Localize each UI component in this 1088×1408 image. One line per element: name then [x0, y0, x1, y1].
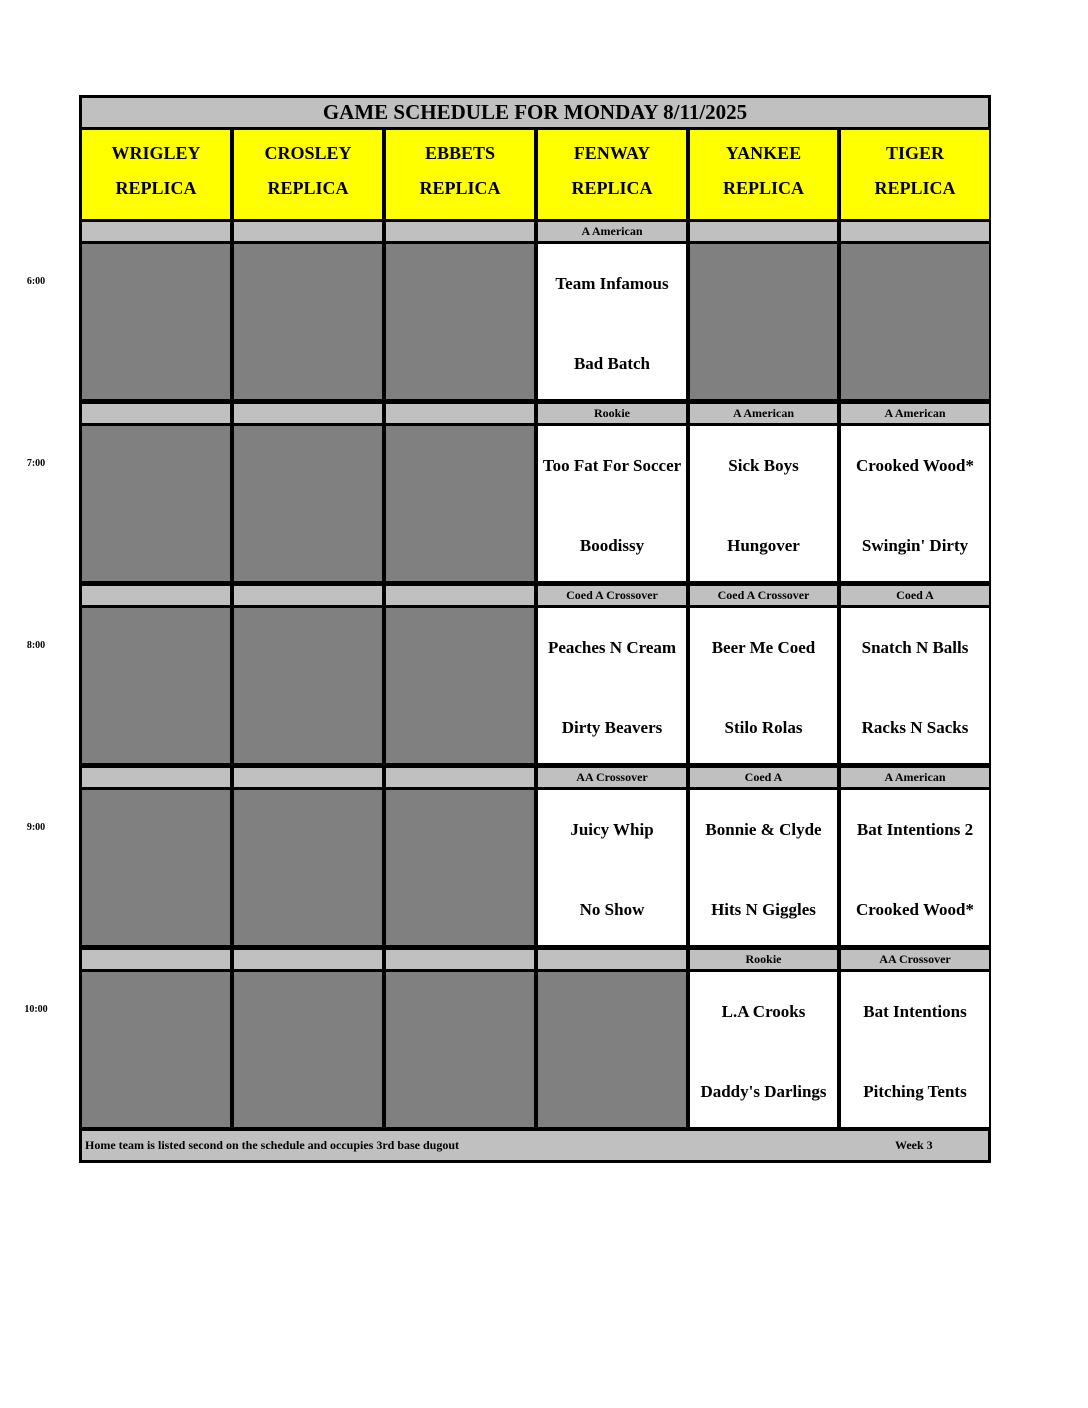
time-label: 7:00	[26, 458, 46, 469]
field-subtitle: REPLICA	[722, 178, 804, 198]
empty-slot	[538, 972, 686, 1127]
field-subtitle: REPLICA	[115, 178, 197, 198]
field-header-ebbets	[386, 130, 534, 219]
field-subtitle: REPLICA	[571, 178, 653, 198]
empty-slot	[234, 244, 382, 399]
field-header-fenway	[538, 130, 686, 219]
division-label: Rookie	[690, 950, 837, 969]
away-team: Bat Intentions 2	[856, 820, 974, 839]
home-team: Boodissy	[579, 536, 645, 555]
division-label: A American	[841, 404, 989, 423]
division-label: Coed A Crossover	[690, 586, 837, 605]
division-label	[82, 768, 230, 787]
field-header-tiger	[841, 130, 989, 219]
field-subtitle: REPLICA	[874, 178, 956, 198]
division-label	[82, 586, 230, 605]
schedule-table	[79, 95, 991, 1163]
empty-slot	[690, 244, 837, 399]
empty-slot	[82, 972, 230, 1127]
game-cell	[538, 244, 686, 399]
home-team: Daddy's Darlings	[700, 1082, 827, 1101]
division-label	[234, 222, 382, 241]
home-team: Hungover	[727, 536, 800, 555]
field-name: CROSLEY	[264, 143, 352, 163]
game-cell	[841, 972, 989, 1127]
empty-slot	[386, 972, 534, 1127]
home-team: Dirty Beavers	[561, 718, 663, 737]
division-label: Coed A Crossover	[538, 586, 686, 605]
field-name: EBBETS	[424, 143, 496, 163]
division-label: Rookie	[538, 404, 686, 423]
game-cell	[841, 426, 989, 581]
empty-slot	[234, 790, 382, 945]
empty-slot	[234, 426, 382, 581]
division-label: A American	[538, 222, 686, 241]
home-team: Stilo Rolas	[724, 718, 803, 737]
away-team: Bat Intentions	[863, 1002, 967, 1021]
away-team: Peaches N Cream	[547, 638, 677, 657]
division-label	[82, 404, 230, 423]
division-label	[386, 768, 534, 787]
field-header-yankee	[690, 130, 837, 219]
game-cell	[538, 608, 686, 763]
division-label: AA Crossover	[841, 950, 989, 969]
field-name: YANKEE	[725, 143, 802, 163]
division-label: A American	[690, 404, 837, 423]
empty-slot	[386, 244, 534, 399]
empty-slot	[82, 426, 230, 581]
division-label	[386, 586, 534, 605]
away-team: Too Fat For Soccer	[542, 456, 682, 475]
division-label	[82, 950, 230, 969]
empty-slot	[386, 790, 534, 945]
away-team: Beer Me Coed	[711, 638, 816, 657]
division-label	[234, 768, 382, 787]
game-cell	[841, 790, 989, 945]
division-label	[234, 404, 382, 423]
time-label: 10:00	[24, 1004, 48, 1015]
field-name: WRIGLEY	[111, 143, 201, 163]
away-team: Crooked Wood*	[856, 456, 974, 475]
empty-slot	[841, 244, 989, 399]
home-team: Crooked Wood*	[856, 900, 974, 919]
division-label	[386, 222, 534, 241]
division-label: Coed A	[690, 768, 837, 787]
game-cell	[538, 790, 686, 945]
division-label: Coed A	[841, 586, 989, 605]
empty-slot	[82, 244, 230, 399]
empty-slot	[386, 608, 534, 763]
game-cell	[690, 972, 837, 1127]
away-team: Sick Boys	[728, 456, 799, 475]
away-team: Snatch N Balls	[861, 638, 969, 657]
away-team: Team Infamous	[555, 274, 669, 293]
division-label	[234, 950, 382, 969]
time-label: 8:00	[26, 640, 46, 651]
empty-slot	[82, 790, 230, 945]
home-team: Pitching Tents	[863, 1082, 967, 1101]
schedule-footer	[82, 1131, 988, 1160]
game-cell	[841, 608, 989, 763]
home-team: No Show	[579, 900, 645, 919]
division-label	[386, 404, 534, 423]
division-label	[386, 950, 534, 969]
field-name: FENWAY	[573, 143, 651, 163]
game-cell	[690, 608, 837, 763]
field-header-crosley	[234, 130, 382, 219]
away-team: Juicy Whip	[570, 820, 654, 839]
empty-slot	[234, 972, 382, 1127]
division-label	[690, 222, 837, 241]
field-subtitle: REPLICA	[419, 178, 501, 198]
field-header-wrigley	[82, 130, 230, 219]
empty-slot	[386, 426, 534, 581]
home-team: Bad Batch	[573, 354, 651, 373]
division-label	[82, 222, 230, 241]
week-label: Week 3	[895, 1138, 933, 1152]
field-subtitle: REPLICA	[267, 178, 349, 198]
home-team: Hits N Giggles	[711, 900, 816, 919]
time-label: 6:00	[26, 276, 46, 287]
away-team: Bonnie & Clyde	[705, 820, 822, 839]
footer-note: Home team is listed second on the schedule and occupies 3rd base dugout	[85, 1138, 460, 1152]
division-label: A American	[841, 768, 989, 787]
division-label	[234, 586, 382, 605]
game-cell	[538, 426, 686, 581]
home-team: Racks N Sacks	[861, 718, 969, 737]
division-label	[841, 222, 989, 241]
empty-slot	[82, 608, 230, 763]
home-team: Swingin' Dirty	[861, 536, 969, 555]
empty-slot	[234, 608, 382, 763]
away-team: L.A Crooks	[721, 1002, 806, 1021]
division-label: AA Crossover	[538, 768, 686, 787]
game-cell	[690, 426, 837, 581]
schedule-title: GAME SCHEDULE FOR MONDAY 8/11/2025	[82, 98, 988, 127]
time-label: 9:00	[26, 822, 46, 833]
game-cell	[690, 790, 837, 945]
division-label	[538, 950, 686, 969]
field-name: TIGER	[885, 143, 945, 163]
